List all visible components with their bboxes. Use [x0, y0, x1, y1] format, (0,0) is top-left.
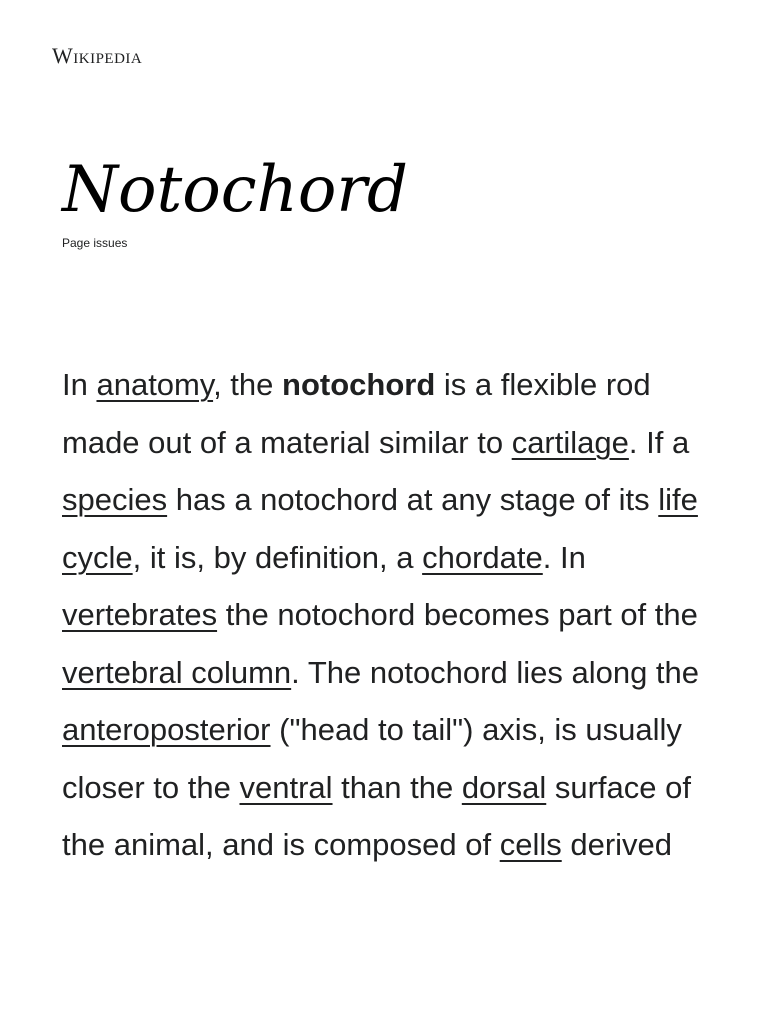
paragraph-text: ("head to tail") axis, is usually closer to the: [62, 712, 682, 805]
page-issues-link[interactable]: Page issues: [62, 236, 128, 250]
site-header: [52, 40, 142, 72]
link-vertebrates[interactable]: vertebrates: [62, 597, 218, 632]
link-vertebral-column[interactable]: vertebral column: [62, 654, 292, 690]
wikipedia-wordmark[interactable]: Wikipedia: [52, 43, 143, 68]
paragraph-text: surface of the animal, and is composed of: [62, 769, 691, 862]
paragraph-text: than the: [332, 769, 462, 805]
paragraph-text: the notochord becomes part of the: [217, 597, 698, 632]
link-chordate[interactable]: chordate: [422, 539, 543, 575]
link-cartilage[interactable]: cartilage: [511, 424, 629, 460]
paragraph-text: , it is, by definition, a: [132, 539, 423, 575]
paragraph-text: . If a: [628, 424, 690, 460]
link-species[interactable]: species: [62, 482, 168, 517]
page-title: Notochord: [62, 153, 408, 227]
paragraph-text: . The notochord lies along the: [291, 654, 700, 690]
link-anatomy[interactable]: anatomy: [96, 367, 214, 402]
paragraph-text: derived: [561, 827, 673, 862]
paragraph-text: In: [62, 367, 97, 402]
link-cells[interactable]: cells: [499, 827, 562, 862]
article-paragraph: [62, 356, 722, 874]
bold-term-notochord: notochord: [282, 367, 436, 402]
paragraph-text: , the: [213, 367, 283, 402]
link-anteroposterior[interactable]: anteroposterior: [62, 712, 271, 747]
link-ventral[interactable]: ventral: [239, 769, 333, 805]
link-dorsal[interactable]: dorsal: [461, 769, 547, 805]
paragraph-text: has a notochord at any stage of its: [167, 482, 659, 517]
paragraph-text: . In: [542, 539, 586, 575]
link-life-cycle[interactable]: life cycle: [62, 482, 698, 575]
paragraph-text: is a flexible rod made out of a material similar to: [62, 367, 651, 460]
